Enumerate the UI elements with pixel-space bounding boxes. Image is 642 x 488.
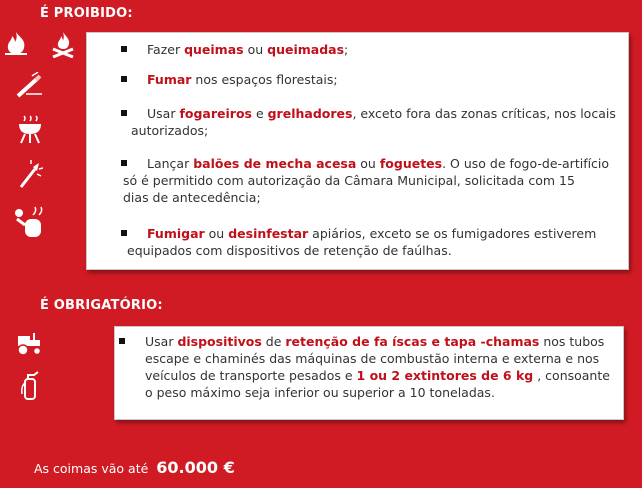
text: ; — [344, 42, 349, 57]
text: veículos de transporte pesados e — [145, 368, 357, 383]
cigarette-icon — [16, 72, 44, 98]
text: nos espaços florestais; — [191, 72, 338, 87]
bullet — [121, 76, 127, 82]
highlight: dispositivos — [177, 334, 262, 349]
prohibited-item-2 — [121, 71, 338, 88]
prohibited-item-1 — [121, 41, 348, 58]
prohibited-item-5 — [121, 225, 596, 259]
highlight: grelhadores — [267, 106, 353, 121]
prohibited-heading: É PROIBIDO: — [40, 6, 133, 21]
bullet — [119, 338, 125, 344]
bullet — [121, 160, 127, 166]
text: , exceto fora das zonas críticas, nos locais — [352, 106, 616, 121]
fines-text: As coimas vão até — [34, 461, 149, 476]
prohibited-item-4 — [121, 155, 609, 206]
text: e — [251, 106, 268, 121]
highlight: Fumigar — [147, 226, 205, 241]
text: Lançar — [147, 156, 194, 171]
text: só é permitido com autorização da Câmara Municipal, solicitada com 15 — [123, 173, 575, 188]
text: , consoante — [533, 368, 610, 383]
text: de — [261, 334, 286, 349]
text: ou — [243, 42, 268, 57]
fines-footer — [34, 458, 235, 477]
highlight: 1 ou 2 extintores de 6 kg — [356, 368, 534, 383]
fire-icon — [2, 30, 30, 56]
bullet — [121, 46, 127, 52]
campfire-icon — [50, 30, 76, 58]
fumigator-icon — [13, 205, 47, 239]
highlight: desinfestar — [228, 226, 309, 241]
text: nos tubos — [539, 334, 605, 349]
firework-rocket-icon — [17, 160, 43, 190]
highlight: fogareiros — [179, 106, 252, 121]
text: autorizados; — [131, 123, 209, 138]
prohibited-item-3 — [121, 105, 616, 139]
text: equipados com dispositivos de retenção de faúlhas. — [127, 243, 452, 258]
text: ou — [356, 156, 380, 171]
prohibited-box — [86, 32, 629, 270]
text: ou — [204, 226, 229, 241]
text: escape e chaminés das máquinas de combustão interna e externa e nos — [145, 351, 600, 366]
highlight: retenção de fa íscas e tapa -chamas — [285, 334, 540, 349]
text: apiários, exceto se os fumigadores estiverem — [308, 226, 597, 241]
text: . O uso de fogo-de-artifício — [442, 156, 610, 171]
mandatory-item — [119, 333, 610, 401]
tractor-icon — [14, 330, 44, 356]
fines-amount: 60.000 € — [156, 458, 235, 477]
highlight: queimadas — [267, 42, 345, 57]
text: Fazer — [147, 42, 185, 57]
bullet — [121, 230, 127, 236]
text: o peso máximo seja inferior ou superior a 10 toneladas. — [145, 385, 495, 400]
mandatory-box — [114, 326, 624, 420]
bullet — [121, 110, 127, 116]
highlight: foguetes — [379, 156, 443, 171]
barbecue-icon — [17, 114, 43, 144]
text: dias de antecedência; — [123, 190, 261, 205]
text: Usar — [145, 334, 178, 349]
highlight: balões de mecha acesa — [193, 156, 357, 171]
text: Usar — [147, 106, 180, 121]
highlight: queimas — [184, 42, 244, 57]
fire-extinguisher-icon — [18, 370, 42, 400]
highlight: Fumar — [147, 72, 192, 87]
mandatory-heading: É OBRIGATÓRIO: — [40, 298, 163, 313]
